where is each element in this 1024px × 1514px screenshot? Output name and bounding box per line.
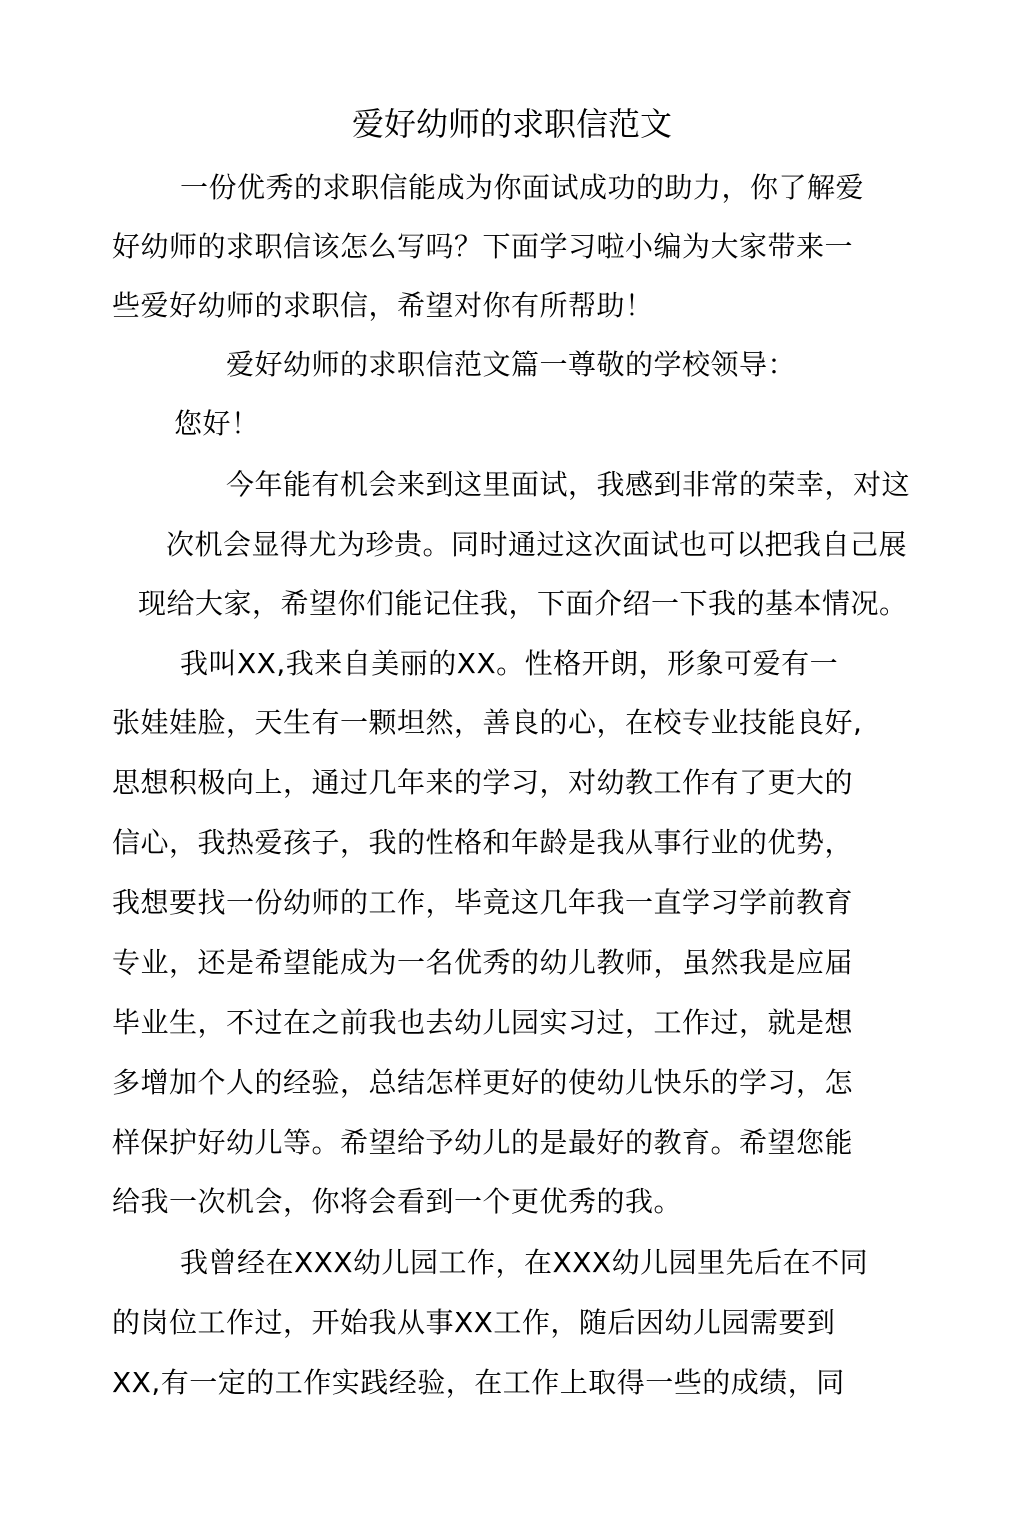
text-line: 专业，还是希望能成为一名优秀的幼儿教师，虽然我是应届 xyxy=(112,946,854,979)
text-line: 我曾经在XXX幼儿园工作，在XXX幼儿园里先后在不同 xyxy=(180,1246,869,1279)
text-line: 我想要找一份幼师的工作，毕竟这几年我一直学习学前教育 xyxy=(112,886,854,919)
text-line: 一份优秀的求职信能成为你面试成功的助力，你了解爱 xyxy=(180,171,865,204)
text-line: 今年能有机会来到这里面试，我感到非常的荣幸，对这 xyxy=(226,468,911,501)
text-line: 爱好幼师的求职信范文篇一尊敬的学校领导： xyxy=(226,348,797,381)
text-line: XX,有一定的工作实践经验，在工作上取得一些的成绩，同 xyxy=(112,1366,845,1399)
text-line: 给我一次机会，你将会看到一个更优秀的我。 xyxy=(112,1185,683,1218)
text-line: 您好！ xyxy=(174,407,260,440)
text-line: 我叫XX,我来自美丽的XX。性格开朗，形象可爱有一 xyxy=(180,647,839,680)
text-line: 样保护好幼儿等。希望给予幼儿的是最好的教育。希望您能 xyxy=(112,1126,854,1159)
text-line: 次机会显得尤为珍贵。同时通过这次面试也可以把我自己展 xyxy=(166,528,908,561)
text-line: 信心，我热爱孩子，我的性格和年龄是我从事行业的优势， xyxy=(112,826,854,859)
text-line: 些爱好幼师的求职信，希望对你有所帮助！ xyxy=(112,289,654,322)
text-line: 多增加个人的经验，总结怎样更好的使幼儿快乐的学习，怎 xyxy=(112,1066,854,1099)
document-title: 爱好幼师的求职信范文 xyxy=(351,105,672,143)
text-line: 张娃娃脸，天生有一颗坦然，善良的心，在校专业技能良好, xyxy=(112,706,863,739)
text-line: 的岗位工作过，开始我从事XX工作，随后因幼儿园需要到 xyxy=(112,1306,836,1339)
text-line: 现给大家，希望你们能记住我，下面介绍一下我的基本情况。 xyxy=(138,587,908,620)
text-line: 毕业生，不过在之前我也去幼儿园实习过，工作过，就是想 xyxy=(112,1006,854,1039)
text-line: 思想积极向上，通过几年来的学习，对幼教工作有了更大的 xyxy=(112,766,854,799)
text-line: 好幼师的求职信该怎么写吗？下面学习啦小编为大家带来一 xyxy=(112,230,854,263)
